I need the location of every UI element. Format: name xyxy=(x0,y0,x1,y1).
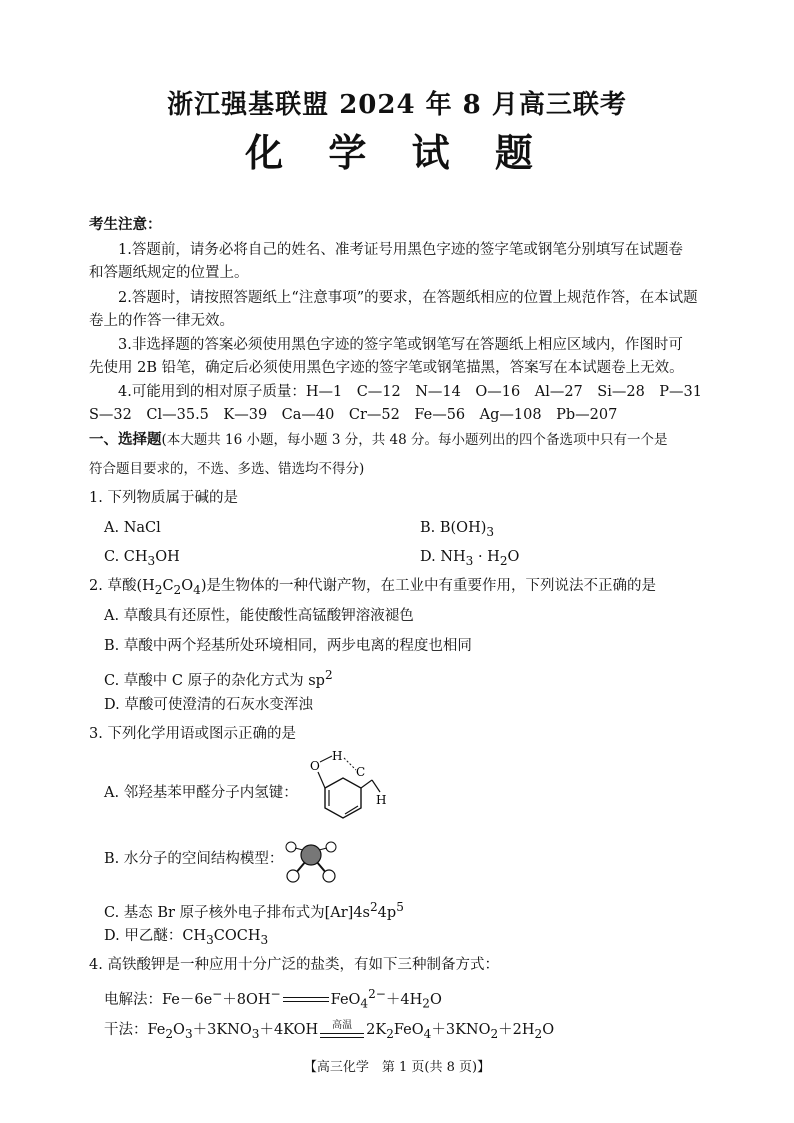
section-desc-1: (本大题共 16 小题，每小题 3 分，共 48 分。每小题列出的四个备选项中只有一个是 xyxy=(161,432,668,448)
benzene-ring xyxy=(325,778,361,818)
q1-option-a: A. NaCl xyxy=(104,520,161,536)
hydrogen-label-2: H xyxy=(376,793,387,807)
c-o-bond xyxy=(318,772,325,788)
q2-option-b: B. 草酸中两个羟基所处环境相同，两步电离的程度也相同 xyxy=(104,638,472,654)
q1-option-b: B. $B(OH)_3$ xyxy=(420,520,495,539)
lone-pair-left xyxy=(286,842,296,852)
q4-electrolysis-equation: 电解法：Fe－6e−＋8OH− $FeO_4^{2-}+4H_2O$ xyxy=(104,987,442,1011)
reaction-arrow xyxy=(320,1019,364,1044)
q1-option-d: D. $NH_3 \cdot H_2O$ xyxy=(420,549,520,568)
notice-line-8: S—32 Cl—35.5 K—39 Ca—40 Cr—52 Fe—56 Ag—108 Pb—207 xyxy=(89,407,618,423)
subject-title: 化 学 试 题 xyxy=(245,130,549,175)
notice-heading: 考生注意： xyxy=(89,216,162,233)
hydrogen-atom-right xyxy=(323,870,335,882)
equals-sign xyxy=(283,997,329,1002)
notice-line-7: 4.可能用到的相对原子质量：H—1 C—12 N—14 O—16 Al—27 Si—28 P—31 xyxy=(118,384,703,400)
notice-line-6: 先使用 2B 铅笔，确定后必须使用黑色字迹的签字笔或钢笔描黑，答案写在本试题卷上无效。 xyxy=(89,360,684,376)
lone-pair-right xyxy=(326,842,336,852)
q3-option-a: A. 邻羟基苯甲醛分子内氢键： xyxy=(104,785,298,801)
q3-stem: 3. 下列化学用语或图示正确的是 xyxy=(89,726,296,742)
water-molecule-model xyxy=(282,835,340,887)
oxygen-label-1: O xyxy=(310,759,320,773)
oxygen-label-2: C xyxy=(356,765,366,779)
hydrogen-bond-dots xyxy=(344,758,356,770)
section-desc-2: 符合题目要求的，不选、多选、错选均不得分) xyxy=(89,461,365,477)
lone-pair-link-right xyxy=(319,848,327,850)
q2-option-a: A. 草酸具有还原性，能使酸性高锰酸钾溶液褪色 xyxy=(104,608,414,624)
q1-option-c: C. $CH_3OH$ xyxy=(104,549,180,568)
q1-stem: 1. 下列物质属于碱的是 xyxy=(89,490,238,506)
notice-line-2: 和答题纸规定的位置上。 xyxy=(89,265,249,281)
reaction-condition: 高温 xyxy=(332,1019,353,1031)
o-h-bond xyxy=(320,756,332,762)
oxygen-atom xyxy=(301,845,321,865)
q2-option-d: D. 草酸可使澄清的石灰水变浑浊 xyxy=(104,697,313,713)
hydrogen-atom-left xyxy=(287,870,299,882)
exam-title: 浙江强基联盟 2024 年 8 月高三联考 xyxy=(167,90,627,120)
q3-option-b: B. 水分子的空间结构模型： xyxy=(104,851,284,867)
section-title: 一、选择题 xyxy=(89,431,162,448)
notice-line-4: 卷上的作答一律无效。 xyxy=(89,313,234,329)
q2-stem: 2. 草酸$(H_2C_2O_4)$是生物体的一种代谢产物，在工业中有重要作用，下列说法不正确的是 xyxy=(89,578,656,597)
hydrogen-bond-structure-figure xyxy=(300,748,390,838)
c-h-bond xyxy=(372,780,380,792)
notice-line-5: 3.非选择题的答案必须使用黑色字迹的签字笔或钢笔写在答题纸上相应区域内，作图时可 xyxy=(118,337,683,353)
hydrogen-label-1: H xyxy=(332,749,343,763)
q3-option-d: D. 甲乙醚：$CH_3COCH_3$ xyxy=(104,928,269,947)
page-footer: 【高三化学 第 1 页(共 8 页)】 xyxy=(303,1060,491,1075)
notice-line-1: 1.答题前，请务必将自己的姓名、准考证号用黑色字迹的签字笔或钢笔分别填写在试题卷 xyxy=(118,242,683,258)
notice-line-3: 2.答题时，请按照答题纸上“注意事项”的要求，在答题纸相应的位置上规范作答，在本试题 xyxy=(118,290,698,306)
q4-dry-method-equation: 干法：$Fe_2O_3+3KNO_3+4KOH$ 高温 $2K_2FeO_4+3KNO_2+2H_2O$ xyxy=(104,1020,554,1044)
q2-option-c: C. 草酸中 C 原子的杂化方式为 $sp^2$ xyxy=(104,668,333,689)
section-heading-line xyxy=(89,430,667,450)
lone-pair-link-left xyxy=(295,848,303,850)
q3-option-c: C. 基态 Br 原子核外电子排布式为$[Ar]4s^24p^5$ xyxy=(104,900,404,921)
c-cho-bond xyxy=(361,780,372,788)
q4-stem: 4. 高铁酸钾是一种应用十分广泛的盐类，有如下三种制备方式： xyxy=(89,957,499,973)
